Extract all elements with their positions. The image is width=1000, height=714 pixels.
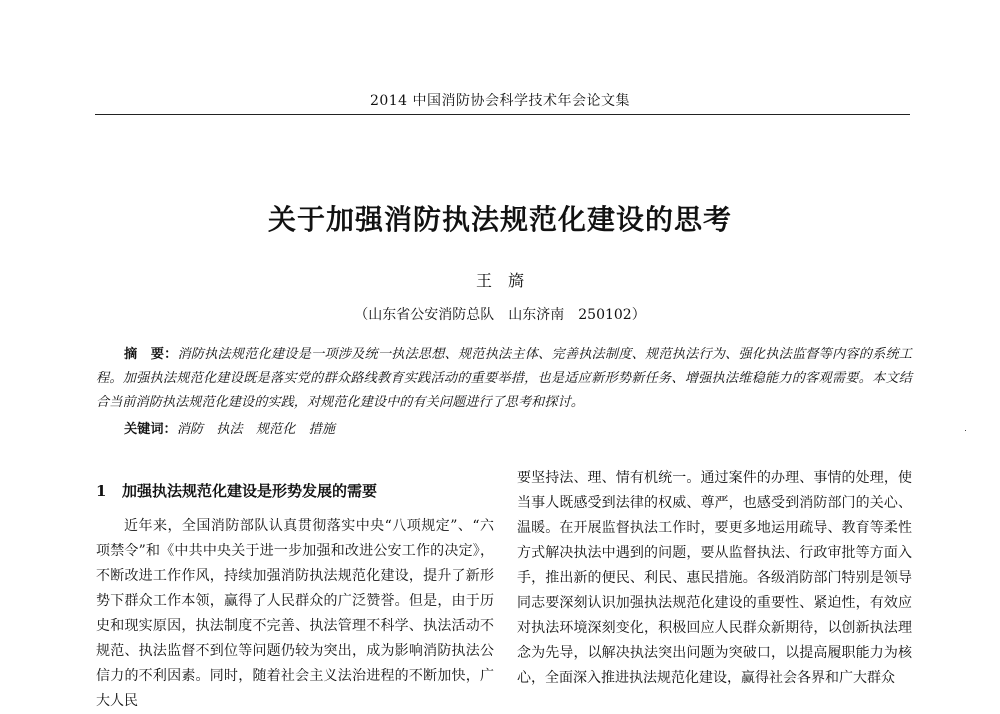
header-rule [95,114,910,115]
keywords-text: 消防 执法 规范化 措施 [176,422,335,437]
section-number: 1 [96,482,107,500]
right-column-paragraph: 要坚持法、理、情有机统一。通过案件的办理、事情的处理，使当事人既感受到法律的权威、尊严，也感受到消防部门的关心、温暖。在开展监督执法工作时，要更多地运用疏导、教育等柔性方式解决执法中遇到的问题，要从监督执法、行政审批等方面入手，推出新的便民、利民、惠民措施。各级消防部门特别是领导同志要深刻认识加强执法规范化建设的重要性、紧迫性，有效应对执法环境深刻变化，积极回应人民群众新期待，以创新执法理念为先导，以解决执法突出问题为突破口，以提高履职能力为核心，全面深入推进执法规范化建设，赢得社会各界和广大群众 [517,470,912,686]
section-heading [96,478,494,504]
left-column [96,478,494,714]
paper-title: 关于加强消防执法规范化建设的思考 [267,203,732,236]
author-affiliation: （山东省公安消防总队 山东济南 250102） [354,307,646,323]
author-name: 王 旖 [475,271,524,290]
keywords-label: 关键词： [124,422,177,437]
keywords [124,418,335,437]
section-paragraph: 近年来，全国消防部队认真贯彻落实中央“八项规定”、“六项禁令”和《中共中央关于进一步加强和改进公安工作的决定》，不断改进工作作风，持续加强消防执法规范化建设，提升了新形势下群众工作本领，赢得了人民群众的广泛赞誉。但是，由于历史和现实原因，执法制度不完善、执法管理不科学、执法活动不规范、执法监督不到位等问题仍较为突出，成为影响消防执法公信力的不利因素。同时，随着社会主义法治进程的不断加快，广大人民 [96,518,494,709]
section-title: 加强执法规范化建设是形势发展的需要 [122,482,378,500]
abstract-text: 消防执法规范化建设是一项涉及统一执法思想、规范执法主体、完善执法制度、规范执法行为、强化执法监督等内容的系统工程。加强执法规范化建设既是落实党的群众路线教育实践活动的重要举措，也是适应新形势新任务、增强执法维稳能力的客观需要。本文结合当前消防执法规范化建设的实践，对规范化建设中的有关问题进行了思考和探讨。 [96,347,912,410]
running-header: 2014 中国消防协会科学技术年会论文集 [369,93,631,109]
abstract [96,343,912,415]
right-column [517,466,912,691]
scan-speck [965,430,966,431]
abstract-label: 摘 要： [124,347,178,362]
